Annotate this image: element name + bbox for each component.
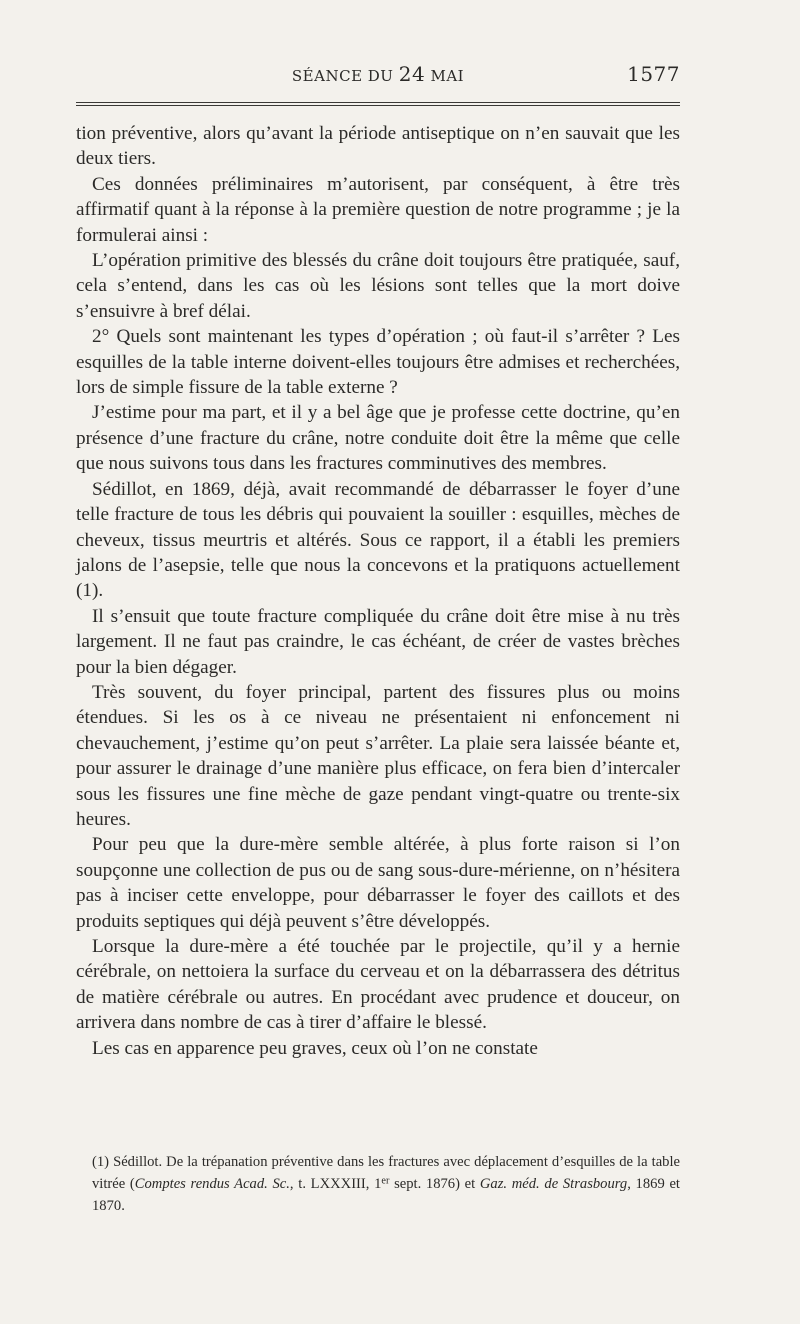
footnote-part: , 1869 et 1870.: [92, 1176, 680, 1214]
paragraph: 2° Quels sont maintenant les types d’opération ; où faut-il s’arrêter ? Les esquilles de la table interne doivent-elles toujours être admises et recherchées, lors de simple fissure de la table externe ?: [76, 326, 680, 399]
running-header: [76, 62, 680, 86]
header-rule: [76, 102, 680, 106]
body-text: [76, 121, 680, 1061]
footnote: [76, 1151, 680, 1217]
footnote-citation-italic: Comptes rendus Acad. Sc.: [134, 1176, 290, 1192]
paragraph: Les cas en apparence peu graves, ceux où l’on ne constate: [92, 1037, 538, 1059]
paragraph: J’estime pour ma part, et il y a bel âge que je professe cette doctrine, qu’en présence d’une fracture du crâne, notre conduite doit être la même que celle que nous suivons tous dans les fractures comminutives des membres.: [76, 402, 680, 475]
footnote-part: (1) Sédillot. De la trépanation préventive dans les fractures avec déplacement d’esquilles de la table vitrée (: [92, 1154, 680, 1192]
running-title-day: 24: [398, 62, 426, 86]
footnote-superscript: er: [381, 1175, 390, 1187]
page-number: 1577: [627, 62, 680, 86]
running-title-prefix: SÉANCE DU: [291, 67, 399, 85]
running-title-suffix: MAI: [425, 67, 465, 85]
paragraph: Très souvent, du foyer principal, partent des fissures plus ou moins étendues. Si les os à ce niveau ne présentaient ni enfoncement ni chevauchement, j’estime qu’on peut s’arrêter. La plaie sera laissée béante et, pour assurer le drainage d’une manière plus efficace, on fera bien d’intercaler sous les fissures une fine mèche de gaze pendant vingt-quatre ou trente-six heures.: [76, 681, 680, 830]
footnote-part: sept. 1876) et: [389, 1176, 480, 1192]
paragraph: Sédillot, en 1869, déjà, avait recommandé de débarrasser le foyer d’une telle fracture de tous les débris qui pouvaient la souiller : esquilles, mèches de cheveux, tissus meurtris et altérés. Sous ce rapport, il a établi les premiers jalons de l’asepsie, telle que nous la concevons et la pratiquons actuellement (1).: [76, 478, 680, 602]
running-title: [76, 62, 680, 86]
footnote-part: , t. LXXXIII, 1: [289, 1176, 382, 1192]
paragraph: Il s’ensuit que toute fracture compliquée du crâne doit être mise à nu très largement. Il ne faut pas craindre, le cas échéant, de créer de vastes brèches pour la bien dégager.: [76, 605, 680, 678]
footnote-text: [76, 1151, 680, 1217]
paragraph: Lorsque la dure-mère a été touchée par le projectile, qu’il y a hernie cérébrale, on nettoiera la surface du cerveau et on la débarrassera des détritus de matière cérébrale ou autres. En procédant avec prudence et douceur, on arrivera dans nombre de cas à tirer d’affaire le blessé.: [76, 936, 680, 1034]
footnote-citation-italic: Gaz. méd. de Strasbourg: [479, 1176, 628, 1192]
paragraph: Pour peu que la dure-mère semble altérée, à plus forte raison si l’on soupçonne une collection de pus ou de sang sous-dure-mérienne, on n’hésitera pas à inciser cette enveloppe, pour débarrasser le foyer des caillots et des produits septiques qui déjà peuvent s’être développés.: [76, 834, 680, 932]
paragraph: L’opération primitive des blessés du crâne doit toujours être pratiquée, sauf, cela s’entend, dans les cas où les lésions sont telles que la mort doive s’ensuivre à bref délai.: [76, 250, 680, 322]
paragraph: tion préventive, alors qu’avant la période antiseptique on n’en sauvait que les deux tiers.: [76, 123, 680, 170]
paragraph: Ces données préliminaires m’autorisent, par conséquent, à être très affirmatif quant à la réponse à la première question de notre programme ; je la formulerai ainsi :: [76, 173, 680, 246]
